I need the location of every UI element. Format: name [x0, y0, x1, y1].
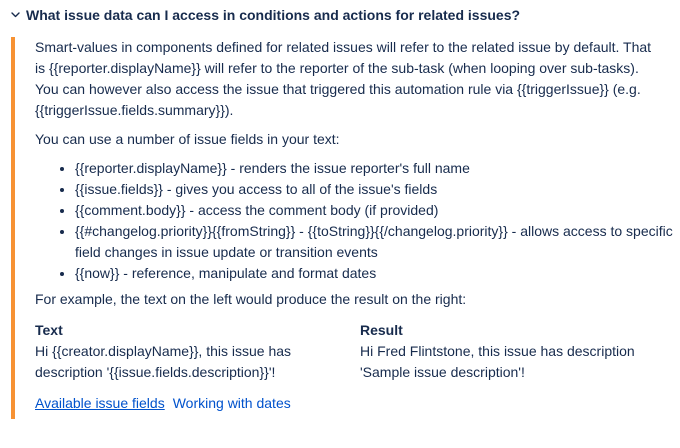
example-result-column [360, 320, 660, 383]
text-body: Hi {{creator.displayName}}, this issue has description '{{issue.fields.description}}'! [35, 343, 292, 380]
section-toggle[interactable] [10, 5, 520, 25]
list-item: • {{now}} - reference, manipulate and format dates [75, 263, 680, 284]
example-table [35, 320, 675, 383]
result-body: Hi Fred Flintstone, this issue has description 'Sample issue description'! [360, 343, 635, 380]
section-panel [11, 37, 675, 419]
text-heading: Text [35, 322, 63, 338]
intro-paragraph: Smart-values in components defined for related issues will refer to the related issue by default. That is {{reporter.displayName}} will refer to the reporter of the sub-task (when looping over sub-tasks). You can however also access the issue that triggered this automation rule via {{triggerIssue}} (e.g. {{triggerIssue.fields.summary}}). [35, 39, 652, 118]
section-title: What issue data can I access in conditions and actions for related issues? [26, 7, 521, 23]
example-intro: For example, the text on the left would produce the result on the right: [35, 291, 467, 307]
list-item: • {{comment.body}} - access the comment body (if provided) [75, 200, 680, 221]
chevron-down-icon [10, 10, 20, 20]
result-heading: Result [360, 322, 403, 338]
fields-list [35, 158, 680, 284]
working-with-dates-link[interactable]: Working with dates [172, 395, 291, 411]
fields-intro: You can use a number of issue fields in your text: [35, 131, 340, 147]
available-issue-fields-link[interactable]: Available issue fields [35, 395, 165, 411]
list-item: • {{#changelog.priority}}{{fromString}} - {{toString}}{{/changelog.priority}} - allows access to specific field changes in issue update or transition events [75, 221, 680, 263]
list-item: • {{reporter.displayName}} - renders the issue reporter's full name [75, 158, 680, 179]
list-item: • {{issue.fields}} - gives you access to all of the issue's fields [75, 179, 680, 200]
example-text-column [35, 320, 360, 383]
help-links [35, 393, 291, 414]
